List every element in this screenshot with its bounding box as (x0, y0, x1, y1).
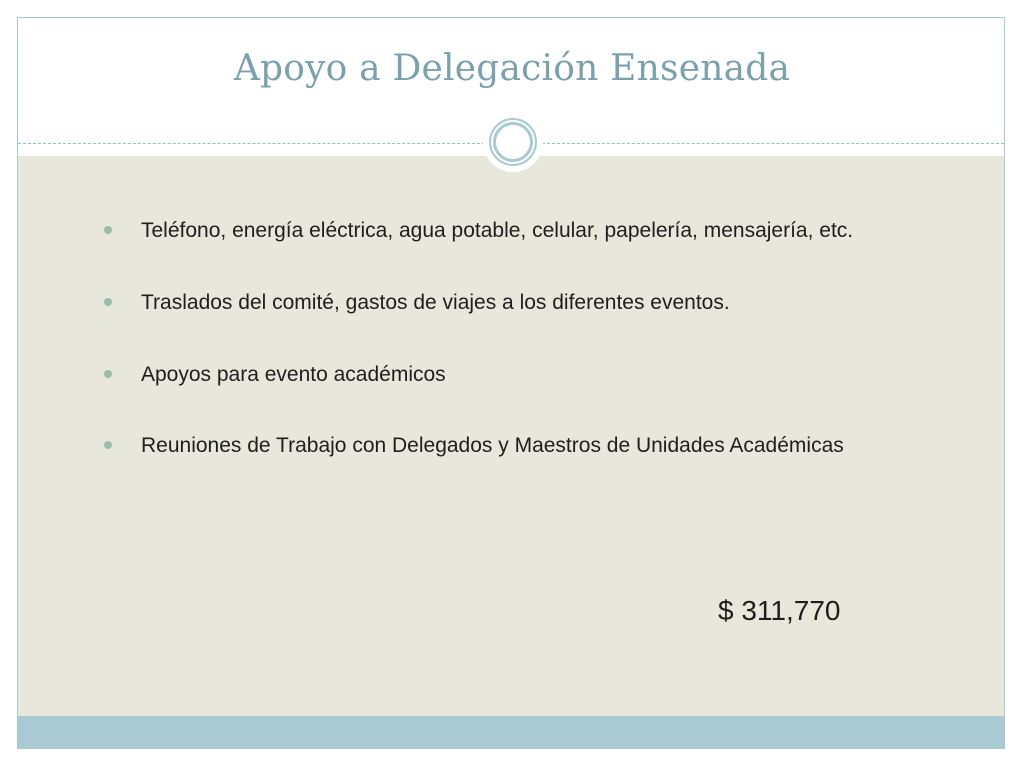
list-item (100, 359, 860, 390)
slide-title: Apoyo a Delegación Ensenada (233, 48, 791, 89)
bullet-text: Traslados del comité, gastos de viajes a los diferentes eventos. (141, 291, 730, 314)
bullet-icon (104, 226, 112, 234)
bullet-icon (104, 441, 112, 449)
bullet-text: Teléfono, energía eléctrica, agua potable, celular, papelería, mensajería, etc. (141, 219, 854, 242)
bullet-icon (104, 370, 112, 378)
list-item (100, 430, 860, 461)
bullet-icon (104, 298, 112, 306)
bullet-text: Reuniones de Trabajo con Delegados y Maestros de Unidades Académicas (141, 434, 844, 457)
total-amount: $ 311,770 (718, 595, 841, 626)
list-item (100, 215, 860, 246)
footer-bar (18, 716, 1004, 749)
bullet-text: Apoyos para evento académicos (141, 363, 446, 386)
circle-ornament-inner (493, 122, 533, 162)
bullet-list (100, 215, 860, 461)
list-item (100, 287, 860, 318)
